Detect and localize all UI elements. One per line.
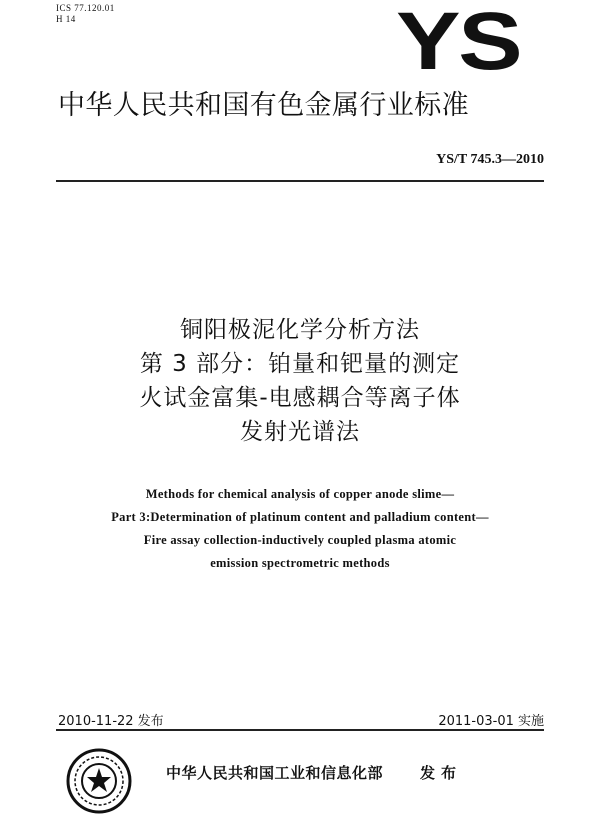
classification-codes — [56, 3, 115, 25]
standard-number: YS/T 745.3—2010 — [436, 152, 544, 167]
english-title-line-2: Part 3:Determination of platinum content and palladium content— — [111, 510, 489, 524]
publisher-name: 中华人民共和国工业和信息化部 — [166, 764, 384, 782]
english-title-line-3: Fire assay collection-inductively coupled plasma atomic — [143, 533, 457, 547]
ministry-emblem-icon — [66, 748, 132, 814]
ccs-code: H 14 — [56, 14, 76, 24]
ys-logo: YS — [396, 0, 521, 87]
chinese-title-line-1: 铜阳极泥化学分析方法 — [180, 317, 420, 343]
issue-date: 2010-11-22 发布 — [58, 714, 164, 729]
industry-standard-title: 中华人民共和国有色金属行业标准 — [58, 90, 469, 121]
publish-label: 发布 — [420, 764, 463, 782]
ics-code: ICS 77.120.01 — [56, 3, 115, 13]
chinese-title-line-2: 第 3 部分：铂量和钯量的测定 — [139, 351, 461, 377]
implementation-date: 2011-03-01 实施 — [438, 714, 544, 729]
english-title-line-4: emission spectrometric methods — [210, 556, 390, 570]
chinese-title-line-4: 发射光谱法 — [240, 419, 360, 445]
english-title — [0, 483, 600, 575]
bottom-divider — [56, 729, 544, 731]
chinese-title — [0, 313, 600, 449]
top-divider — [56, 180, 544, 182]
english-title-line-1: Methods for chemical analysis of copper anode slime— — [145, 487, 455, 501]
chinese-title-line-3: 火试金富集-电感耦合等离子体 — [139, 385, 461, 411]
